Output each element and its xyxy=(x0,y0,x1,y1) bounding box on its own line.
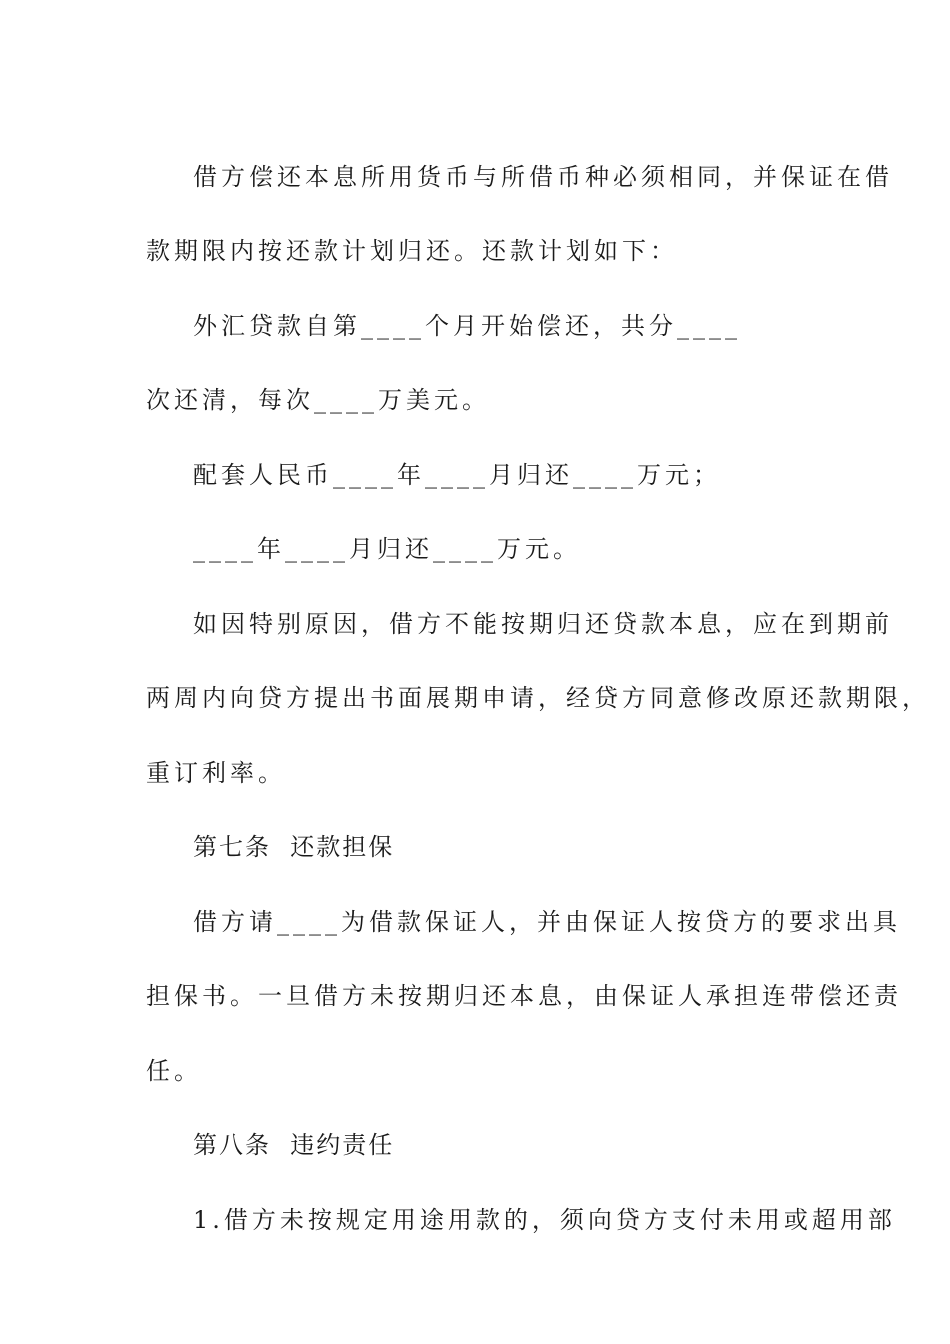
paragraph-extension-line-2: 两周内向贷方提出书面展期申请，经贷方同意修改原还款期限， xyxy=(146,684,930,712)
paragraph-fx-loan-line-2: 次还清，每次____万美元。 xyxy=(146,386,490,414)
paragraph-guarantee-line-2: 担保书。一旦借方未按期归还本息，由保证人承担连带偿还责 xyxy=(146,982,902,1010)
paragraph-breach-item-1: 1.借方未按规定用途用款的，须向贷方支付未用或超用部 xyxy=(193,1206,896,1234)
paragraph-extension-line-1: 如因特别原因，借方不能按期归还贷款本息，应在到期前 xyxy=(193,610,893,638)
paragraph-extension-line-3: 重订利率。 xyxy=(146,759,286,787)
section-heading-article-8: 第八条 违约责任 xyxy=(193,1131,395,1159)
paragraph-repayment-currency-line-2: 款期限内按还款计划归还。还款计划如下： xyxy=(146,237,678,265)
paragraph-repayment-currency-line-1: 借方偿还本息所用货币与所借币种必须相同，并保证在借 xyxy=(193,163,893,191)
paragraph-rmb-repayment-line-1: 配套人民币____年____月归还____万元； xyxy=(193,461,721,489)
section-heading-article-7: 第七条 还款担保 xyxy=(193,833,395,861)
paragraph-guarantee-line-3: 任。 xyxy=(146,1057,202,1085)
paragraph-fx-loan-line-1: 外汇贷款自第____个月开始偿还，共分____ xyxy=(193,312,741,340)
paragraph-rmb-repayment-line-2: ____年____月归还____万元。 xyxy=(193,535,581,563)
paragraph-guarantee-line-1: 借方请____为借款保证人，并由保证人按贷方的要求出具 xyxy=(193,908,901,936)
